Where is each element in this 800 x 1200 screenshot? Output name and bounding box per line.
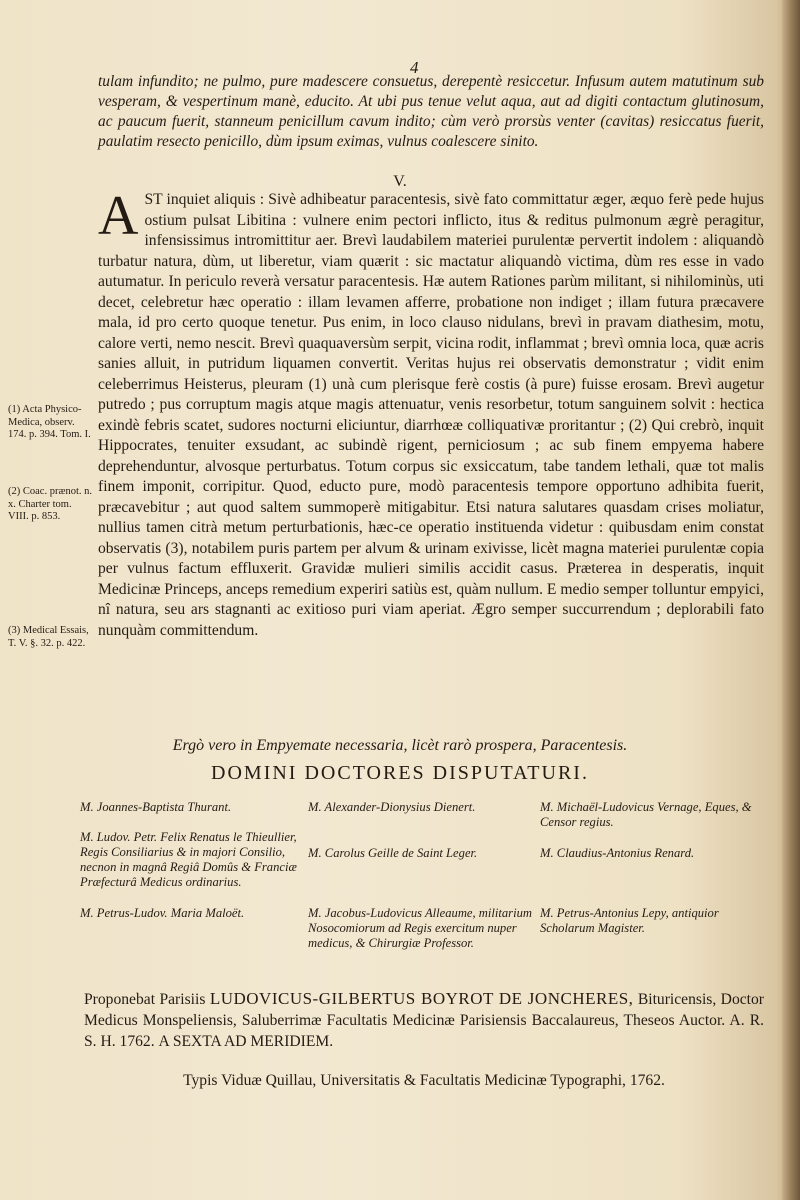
printer-imprint: Typis Viduæ Quillau, Universitatis & Facultatis Medicinæ Typographi, 1762. xyxy=(183,1072,665,1089)
doctor-entry: M. Michaël-Ludovicus Vernage, Eques, & Censor regius. xyxy=(540,800,752,829)
main-paragraph-text: ST inquiet aliquis : Sivè adhibeatur paracentesis, sivè fato committatur æger, æquo ferè pede hujus ostium pulsat Libitina : vulnere enim pectori inflicto, itus & reditus pulmonum ægrè peragitur, infensissimus intromittitur aer. Brevì laudabilem materiei purulentæ pervertit indolem : aliquandò turbatur natura, dùm, ut liberetur, viam quærit : sic mactatur aliquandò victima, dùm res esse in vado autumatur. In periculo reverà versatur paracentesis. Hæ autem Rationes parùm militant, si nihilominùs, uti decet, celebretur hæc operatio : illam levamen afferre, probatione non indiget ; illam futura præcavere mala, id pro certo quoque tenetur. Pus enim, in loco clauso nidulans, brevì in pravam diathesim, motu, calore verti, nemo nescit. Brevì quaquaversùm serpit, vicina rodit, inflammat ; brevì omnia loca, quæ acris sanies alluit, in putridum liquamen convertit. Veritas hujus rei observatis demonstratur ; vidit enim celeberrimus Heisterus, pleuram (1) unà cum plerisque ferè costis (à pure) fuisse erosam. Brevì augetur putredo ; pus corruptum magis atque magis attenuatur, venis resorbetur, totum sanguinem solvit : hectica exindè febris scatet, sudores nocturni eliciuntur, diarrhœæ colliquativæ proritantur ; (2) Qui crebrò, inquit Hippocrates, tenuiter exsudant, ac subindè rigent, perniciosum ; ac sub finem empyema habere deprehenduntur, alvosque perturbatus. Totum corpus sic exsiccatum, tabe tandem lethali, quæ tot malis finem imponit, corripitur. Quod, educto pure, modò paracentesis tempore opportuno adhibita fuerit, præcavebitur ; aut quod saltem summoperè mitigabitur. Etsi natura salutares quasdam crises moliatur, nullius tamen citrà metum perturbationis, hæc-ce operatio instituenda videtur : quibusdam enim constat observatis (3), notabilem puris partem per alvum & urinam exivisse, licèt magna materiei purulentæ copia per vulnus factum effluxerit. Gravidæ mulieri similis accidit casus. Præterea in desperatis, inquit Medicinæ Princeps, anceps remedium experiri satiùs est, quàm nullum. E medio semper tolluntur empyici, nî natura, seu ars stagnanti ac exitioso puri viam aperiat. Ægro semper succurrendum ; deplorabili fato nunquàm committendum. xyxy=(98,191,764,639)
doctor-entry: M. Carolus Geille de Saint Leger. xyxy=(308,846,478,860)
section-number: V. xyxy=(393,173,407,190)
page-number: 4 xyxy=(410,58,419,77)
drop-cap: A xyxy=(98,185,139,247)
main-paragraph xyxy=(98,185,764,641)
proposal-lead: Proponebat Parisiis xyxy=(84,991,210,1008)
margin-note-2: (2) Coac. prænot. n. x. Charter tom. VIII. p. 853. xyxy=(8,486,92,522)
doctor-entry: M. Claudius-Antonius Renard. xyxy=(540,846,695,860)
doctor-entry: M. Alexander-Dionysius Dienert. xyxy=(308,800,476,814)
margin-note-1: (1) Acta Physico-Medica, observ. 174. p. 394. Tom. I. xyxy=(8,404,91,440)
proposal-paragraph xyxy=(84,988,764,1052)
doctor-entry: M. Jacobus-Ludovicus Alleaume, militarium Nosocomiorum ad Regis exercitum nuper medicus, & Chirurgiæ Professor. xyxy=(308,906,532,950)
top-paragraph: tulam infundito; ne pulmo, pure madescere consuetus, derepentè resiccetur. Infusum autem matutinum sub vesperam, & vespertinum manè, educito. At ubi pus tenue velut aqua, aut ad digiti contactum glutinosum, ac paucum fuerit, stanneum penicillum cavum indito; cùm verò prorsùs venter (cavitas) resiccatus fuerit, paulatim resecto penicillo, dùm ipsum eximas, vulnus coalescere sinito. xyxy=(98,73,764,150)
margin-note-3: (3) Medical Essais, T. V. §. 32. p. 422. xyxy=(8,625,89,649)
doctor-entry: M. Petrus-Ludov. Maria Maloët. xyxy=(80,906,245,920)
proposal-time: A SEXTA AD MERIDIEM. xyxy=(158,1033,334,1050)
doctors-list xyxy=(80,800,770,951)
doctor-entry: M. Joannes-Baptista Thurant. xyxy=(80,800,232,814)
doctor-entry: M. Ludov. Petr. Felix Renatus le Thieullier, Regis Consiliarius & in majori Consilio, necnon in magnâ Regiâ Domûs & Franciæ Præfecturâ Medicus ordinarius. xyxy=(80,830,297,889)
doctors-heading: DOMINI DOCTORES DISPUTATURI. xyxy=(211,762,589,784)
author-name: LUDOVICUS-GILBERTUS BOYROT DE JONCHERES, xyxy=(209,989,634,1008)
doctor-entry: M. Petrus-Antonius Lepy, antiquior Scholarum Magister. xyxy=(540,906,719,935)
proposal-details: Bituricensis, Doctor Medicus Monspeliensis, Saluberrimæ Facultatis Medicinæ Parisiensis Baccalaureus, Theseos Auctor. A. R. S. H. 1762. xyxy=(84,991,764,1050)
thesis-conclusion: Ergò vero in Empyemate necessaria, licèt rarò prospera, Paracentesis. xyxy=(172,737,628,754)
